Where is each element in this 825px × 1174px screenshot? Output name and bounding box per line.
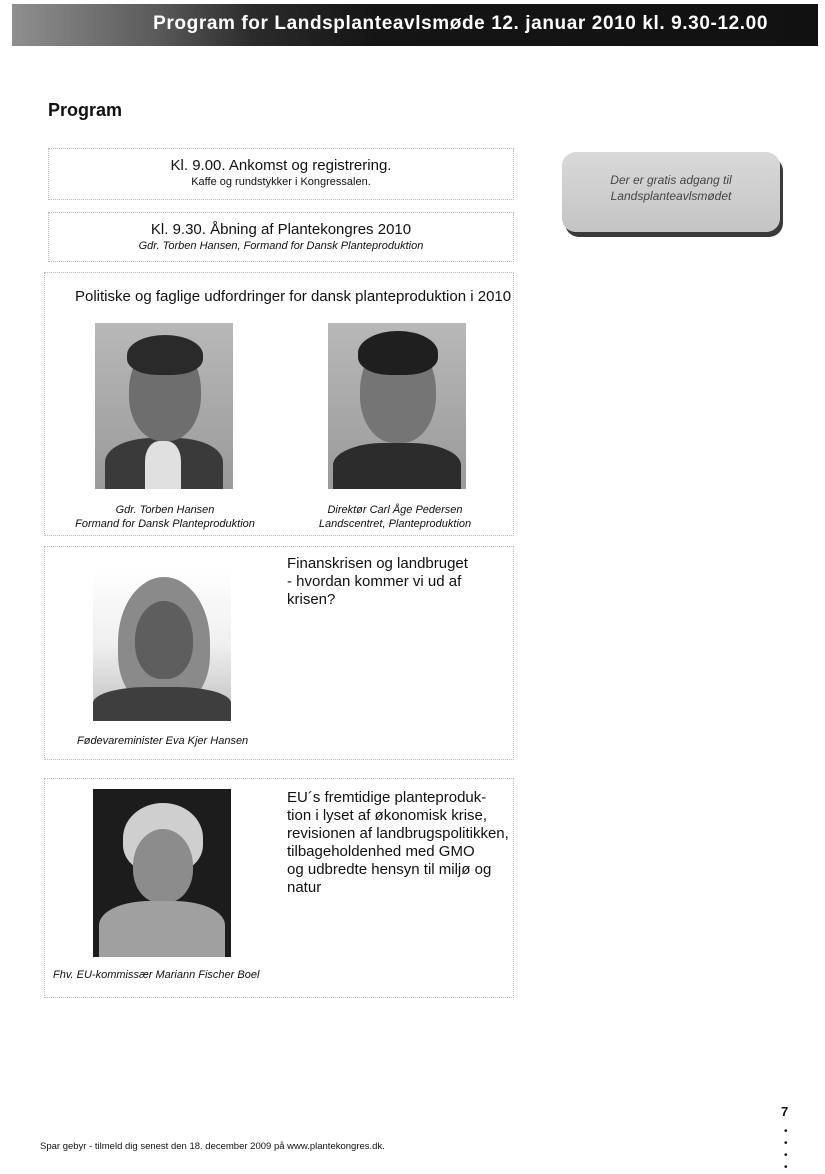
speaker-role: Landscentret, Planteproduktion [318, 518, 472, 530]
item-subtitle: Gdr. Torben Hansen, Formand for Dansk Planteproduktion [138, 240, 424, 252]
page-number: 7 [781, 1104, 789, 1119]
topic-line: Finanskrisen og landbruget [287, 555, 468, 572]
speaker-caption [65, 503, 265, 531]
header-title: Program for Landsplanteavlsmøde 12. januar 2010 kl. 9.30-12.00 [153, 13, 768, 34]
program-item-opening [48, 212, 514, 262]
callout-line2: Landsplanteavlsmødet [610, 189, 732, 203]
speaker-name: Gdr. Torben Hansen [115, 504, 215, 516]
speaker-photo-eva-kjer-hansen [93, 567, 231, 721]
topic-line: og udbredte hensyn til miljø og [287, 861, 492, 878]
topic-line: revisionen af landbrugspolitikken, [287, 825, 509, 842]
session-finance-crisis [44, 546, 514, 760]
speaker-caption: Fhv. EU-kommissær Mariann Fischer Boel [53, 969, 260, 981]
speaker-caption [295, 503, 495, 531]
item-time-title: Kl. 9.00. Ankomst og registrering. [170, 157, 392, 174]
speaker-name: Direktør Carl Åge Pedersen [327, 504, 463, 516]
session-political-challenges [44, 272, 514, 536]
topic-line: tion i lyset af økonomisk krise, [287, 807, 488, 824]
speaker-photo-carl-aage-pedersen [328, 323, 466, 489]
free-admission-callout [562, 152, 780, 232]
session-eu-future [44, 778, 514, 998]
topic-line: natur [287, 879, 322, 896]
section-heading: Program [48, 100, 123, 120]
speaker-role: Formand for Dansk Planteproduktion [75, 518, 255, 530]
item-subtitle: Kaffe og rundstykker i Kongressalen. [191, 176, 371, 188]
speaker-photo-mariann-fischer-boel [93, 789, 231, 957]
program-item-arrival [48, 148, 514, 200]
item-time-title: Kl. 9.30. Åbning af Plantekongres 2010 [150, 221, 412, 238]
speaker-photo-torben-hansen [95, 323, 233, 489]
session-topic [287, 555, 513, 609]
decorative-dots: • • • • [784, 1126, 788, 1173]
topic-line: EU´s fremtidige planteproduk- [287, 789, 487, 806]
footer-registration-note: Spar gebyr - tilmeld dig senest den 18. december 2009 på www.plantekongres.dk. [40, 1141, 385, 1152]
header-bar [12, 4, 818, 46]
callout-line1: Der er gratis adgang til [610, 173, 732, 187]
session-title: Politiske og faglige udfordringer for dansk planteproduktion i 2010 [75, 288, 512, 305]
speaker-caption: Fødevareminister Eva Kjer Hansen [77, 735, 249, 747]
session-topic [287, 789, 509, 897]
topic-line: tilbageholdenhed med GMO [287, 843, 475, 860]
topic-line: - hvordan kommer vi ud af krisen? [287, 573, 462, 608]
